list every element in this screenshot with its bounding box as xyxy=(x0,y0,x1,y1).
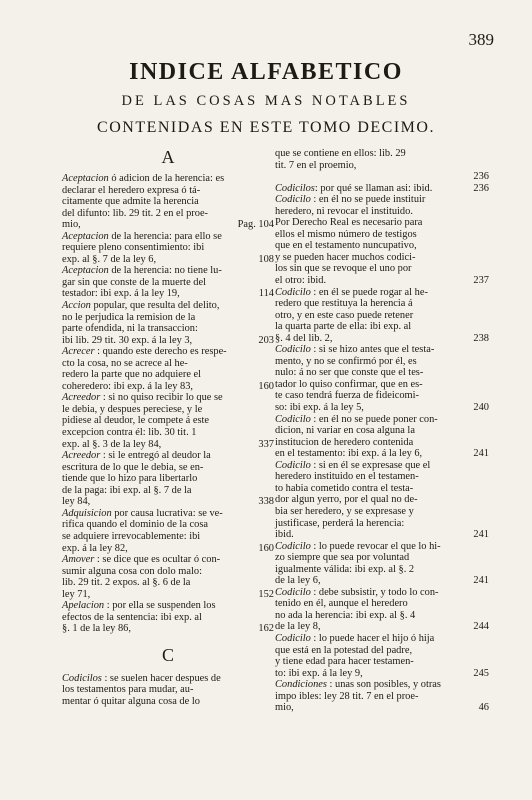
entry-line: otro, y en este caso puede retener xyxy=(275,309,414,321)
entry-last-text: mio, xyxy=(275,702,294,714)
entry-last-text: ibi lib. 29 tit. 30 exp. á la ley 3, xyxy=(62,334,193,346)
section-letter-c: C xyxy=(161,644,174,665)
entry-page-ref: 241 xyxy=(473,448,489,460)
entry-last-text: to: ibi exp. á la ley 9, xyxy=(275,667,363,679)
entry-last-text: de la ley 6, xyxy=(275,575,321,587)
entry-last-line xyxy=(275,667,489,680)
entry-line: de la paga: ibi exp. al §. 7 de la xyxy=(62,484,192,496)
entry-last-line xyxy=(62,380,274,393)
entry-last-text: ley 84, xyxy=(62,496,91,508)
entry-term: Codicilo xyxy=(275,459,311,471)
entry-line: redero la parte que no adquiere el xyxy=(62,369,202,381)
entry-page-ref: 337 xyxy=(258,438,274,450)
entry-page-ref: 236 xyxy=(473,171,489,183)
entry-term: Codicilo xyxy=(275,286,311,298)
entry-line: la quarta parte de ella: ibi exp. al xyxy=(275,321,412,333)
entry-last-line xyxy=(275,402,489,414)
entry-line: ellos el mismo número de testigos xyxy=(275,228,417,240)
entry-term: Amover xyxy=(62,554,95,566)
entry-last-text: ley 71, xyxy=(62,588,91,600)
entry-last-text: el otro: ibid. xyxy=(275,275,327,287)
index-header xyxy=(0,58,532,137)
entry-page-ref: 338 xyxy=(258,496,274,508)
entry-term: Codicilos xyxy=(275,182,315,194)
entry-last-text: exp. al §. 3 de la ley 84, xyxy=(62,438,162,450)
entry-term: Accion xyxy=(62,300,91,312)
entry-line: y se pueden hacer muchos codici- xyxy=(275,251,416,263)
entry-line: del difunto: lib. 29 tit. 2 en el proe- xyxy=(62,207,209,219)
entry-last-text: coheredero: ibi exp. á la ley 83, xyxy=(62,380,193,392)
section-letter-a: A xyxy=(161,147,175,167)
entry-line: los sin que se revoque el uno por xyxy=(275,263,412,275)
entry-line: efectos de la sentencia: ibi exp. al xyxy=(62,611,202,623)
entry-last-text: en el testamento: ibi exp. á la ley 6, xyxy=(275,448,423,460)
index-entry xyxy=(275,287,489,345)
entry-term: Aceptacion xyxy=(62,230,109,242)
entry-term: Codicilo xyxy=(275,586,311,598)
index-entry xyxy=(62,508,274,554)
entry-page-ref: 108 xyxy=(258,253,274,265)
entry-line: sumir alguna cosa con dolo malo: xyxy=(62,565,202,577)
entry-page-ref: 152 xyxy=(258,588,274,600)
entry-last-text: ibid. xyxy=(275,529,294,541)
entry-line: Aceptacion ó adicion de la herencia: es xyxy=(62,173,225,184)
entry-line: los testamentos para mudar, au- xyxy=(62,684,194,696)
entry-term: Adquisicion xyxy=(62,507,112,519)
entry-line: mentar ó quitar alguna cosa de lo xyxy=(62,695,200,707)
entry-line: Amover : se dice que es ocultar ó con- xyxy=(62,554,221,566)
entry-last-line xyxy=(62,542,274,555)
entry-term: Codicilo xyxy=(275,344,311,356)
entry-line: te caso tendrá fuerza de fideicomi- xyxy=(275,390,419,402)
entry-page-ref: 237 xyxy=(473,275,489,287)
entry-last-line xyxy=(62,219,274,231)
entry-term: Aceptacion xyxy=(62,173,109,184)
entry-line: heredero, ni revocar el instituido. xyxy=(275,205,413,217)
entry-last-line xyxy=(62,288,274,300)
entry-line: Codicilo : en él no se puede instituir xyxy=(275,194,426,206)
index-entry xyxy=(275,541,489,587)
entry-line: Codicilo : en él no se puede poner con- xyxy=(275,413,438,425)
entry-line: parte ofendida, ni la transaccion: xyxy=(62,323,198,335)
left-column xyxy=(62,145,274,708)
entry-last-line xyxy=(62,253,274,266)
entry-line: rifica quando el dominio de la cosa xyxy=(62,519,208,531)
entries-c xyxy=(62,673,274,708)
entry-line: citamente que admite la herencia xyxy=(62,196,199,208)
index-entry xyxy=(275,460,489,541)
entry-line: Codicilo : lo puede revocar el que lo hi- xyxy=(275,540,441,552)
index-entry xyxy=(62,231,274,266)
entry-line: Codicilos : se suelen hacer despues de xyxy=(62,672,221,684)
index-entry xyxy=(275,183,489,195)
entry-line: tador lo quiso confirmar, que en es- xyxy=(275,378,423,390)
entry-line: redero que restituya la herencia á xyxy=(275,298,413,310)
entry-line: heredero instituido en el testamen- xyxy=(275,471,419,483)
index-entry xyxy=(62,346,274,392)
entry-line: impo ibles: ley 28 tit. 7 en el proe- xyxy=(275,690,419,702)
entry-last-line xyxy=(275,529,489,541)
entry-line: no ada la herencia: ibi exp. al §. 4 xyxy=(275,609,416,621)
index-entry xyxy=(275,194,489,286)
entry-line: Acrecer : quando este derecho es respe- xyxy=(62,346,227,358)
entry-page-ref: 160 xyxy=(258,380,274,392)
entry-term: Acreedor xyxy=(62,392,101,404)
entry-term: Acrecer xyxy=(62,346,95,358)
entry-last-line xyxy=(275,332,489,345)
index-entry xyxy=(62,173,274,231)
entry-line: Codicilo : en él se puede rogar al he- xyxy=(275,286,428,298)
entry-last-text: testador: ibi exp. á la ley 19, xyxy=(62,288,180,300)
entry-last-text: exp. al §. 7 de la ley 6, xyxy=(62,253,157,265)
page-number: 389 xyxy=(468,30,494,49)
entry-line: cto la cosa, no se acrece al he- xyxy=(62,357,188,369)
entry-line: Apelacion : por ella se suspenden los xyxy=(62,600,216,612)
entry-line: no le perjudica la remision de la xyxy=(62,311,196,323)
entry-term: Apelacion xyxy=(62,600,105,612)
entry-line: que está en la potestad del padre, xyxy=(275,644,413,656)
entry-page-ref: 244 xyxy=(473,621,489,633)
entry-line: Acreedor : si no quiso recibir lo que se xyxy=(62,392,223,404)
right-column xyxy=(275,148,489,714)
entry-line: zo siempre que sea por voluntad xyxy=(275,552,410,564)
entry-page-ref: 245 xyxy=(473,667,489,679)
entry-line: excepcion contra él: lib. 30 tit. 1 xyxy=(62,427,197,439)
entry-term: Aceptacion xyxy=(62,265,109,277)
entry-page-ref: 114 xyxy=(258,288,274,300)
entry-last-text: §. 4 del lib. 2, xyxy=(275,332,333,344)
entry-page-ref: 236 xyxy=(473,182,489,194)
entry-line: nulo: á no ser que conste que el tes- xyxy=(275,367,424,379)
entry-term: Codicilo xyxy=(275,540,311,552)
index-entry xyxy=(275,587,489,633)
entries-a xyxy=(62,173,274,635)
entry-line: que se contiene en ellos: lib. 29 xyxy=(275,148,406,159)
entry-term: Codicilos xyxy=(62,672,102,684)
entry-line: mento, y no se confirmó por él, es xyxy=(275,355,417,367)
entry-line: dor algun yerro, por el qual no de- xyxy=(275,494,418,506)
index-title: INDICE ALFABETICO xyxy=(129,59,403,85)
index-entry xyxy=(62,600,274,635)
entry-line: que en el testamento nuncupativo, xyxy=(275,240,417,252)
index-entry xyxy=(62,450,274,508)
entry-line: Por Derecho Real es necesario para xyxy=(275,217,423,229)
entry-last-text: de la ley 8, xyxy=(275,621,321,633)
entry-last-line xyxy=(62,496,274,508)
entry-line: requiere pleno consentimiento: ibi xyxy=(62,242,205,254)
entry-page-ref: 241 xyxy=(473,529,489,541)
index-entry xyxy=(275,148,489,183)
entry-line: Acreedor : si le entregó al deudor la xyxy=(62,450,211,462)
entry-term: Condiciones xyxy=(275,679,327,691)
entry-last-text: mio, xyxy=(62,219,81,231)
index-entry xyxy=(275,344,489,413)
entry-last-line xyxy=(275,448,489,460)
entry-page-ref: 241 xyxy=(473,575,489,587)
index-subtitle-volume: CONTENIDAS EN ESTE TOMO DECIMO. xyxy=(97,119,435,136)
entry-page-ref: 203 xyxy=(258,334,274,346)
entry-last-text: exp. á la ley 82, xyxy=(62,542,128,554)
index-entry xyxy=(62,554,274,600)
entry-line: igualmente válida: ibi exp. al §. 2 xyxy=(275,563,415,575)
entry-term: Codicilo xyxy=(275,413,311,425)
entry-line: Aceptacion de la herencia: no tiene lu- xyxy=(62,265,222,277)
entry-page-ref: 162 xyxy=(258,623,274,635)
entry-line: le debia, y despues pereciese, y le xyxy=(62,403,203,415)
entry-page-ref: 238 xyxy=(473,332,489,344)
entry-last-text: §. 1 de la ley 86, xyxy=(62,623,131,635)
entry-line: Accion popular, que resulta del delito, xyxy=(62,300,220,312)
entry-last-line xyxy=(62,438,274,451)
entry-line: se adquiere irrevocablemente: ibi xyxy=(62,530,201,542)
entry-line: lib. 29 tit. 2 expos. al §. 6 de la xyxy=(62,577,191,589)
entry-last-line xyxy=(62,334,274,347)
index-entry xyxy=(62,392,274,450)
entry-line: Codicilo : si se hizo antes que el testa- xyxy=(275,344,435,356)
entry-page-ref: 240 xyxy=(473,402,489,414)
entry-term: Codicilo xyxy=(275,194,311,206)
entry-line: bia ser heredero, y se expresase y xyxy=(275,505,414,517)
entry-line: Codicilo : lo puede hacer el hijo ó hija xyxy=(275,632,435,644)
entry-line: pidiese al deudor, le compete á este xyxy=(62,415,210,427)
entry-last-line xyxy=(275,621,489,633)
entry-line: Adquisicion por causa lucrativa: se ve- xyxy=(62,507,223,519)
index-entry xyxy=(62,673,274,708)
index-subtitle: DE LAS COSAS MAS NOTABLES xyxy=(121,93,411,109)
entry-last-line xyxy=(62,623,274,635)
entry-line: dicion, ni variar en cosa alguna la xyxy=(275,425,415,437)
entry-line: tenido en él, aunque el heredero xyxy=(275,598,408,610)
entry-term: Acreedor xyxy=(62,450,101,462)
entry-last-line xyxy=(275,575,489,587)
entry-line: Condiciones : unas son posibles, y otras xyxy=(275,679,441,691)
entry-page-ref: Pag. 104 xyxy=(237,219,274,231)
entry-line: Codicilo : debe subsistir, y todo lo con- xyxy=(275,586,439,598)
index-entry xyxy=(275,633,489,679)
entry-line: declarar el heredero expresa ó tá- xyxy=(62,184,201,196)
entry-line: gar sin que conste de la muerte del xyxy=(62,276,206,288)
entry-line: tit. 7 en el proemio, xyxy=(275,159,357,171)
entry-line: justificase, perderá la herencia: xyxy=(275,517,405,529)
entry-line: institucion de heredero contenida xyxy=(275,436,414,448)
entry-last-line xyxy=(62,588,274,601)
entry-term: Codicilo xyxy=(275,632,311,644)
entry-line: escritura de lo que le debia, se en- xyxy=(62,461,204,473)
entry-line: to habia cometido contra el testa- xyxy=(275,482,414,494)
entry-last-line xyxy=(275,702,489,714)
entry-last-text: Codicilos: por qué se llaman asi: ibid. xyxy=(275,182,433,194)
entry-line: Aceptacion de la herencia: para ello se xyxy=(62,230,222,242)
index-entry xyxy=(275,679,489,714)
entry-last-line xyxy=(275,275,489,287)
entry-page-ref: 160 xyxy=(258,542,274,554)
index-entry xyxy=(62,265,274,300)
entry-last-line xyxy=(275,182,489,195)
entry-line: Codicilo : si en él se expresase que el xyxy=(275,459,431,471)
entry-line: tiende que lo hizo para libertarlo xyxy=(62,473,198,485)
index-entry xyxy=(275,414,489,460)
index-entry xyxy=(62,300,274,346)
entry-line: y tiene edad para hacer testamen- xyxy=(275,656,414,668)
entry-last-text: so: ibi exp. á la ley 5, xyxy=(275,402,364,414)
entry-last-line xyxy=(285,171,489,183)
entries-right xyxy=(275,148,489,714)
